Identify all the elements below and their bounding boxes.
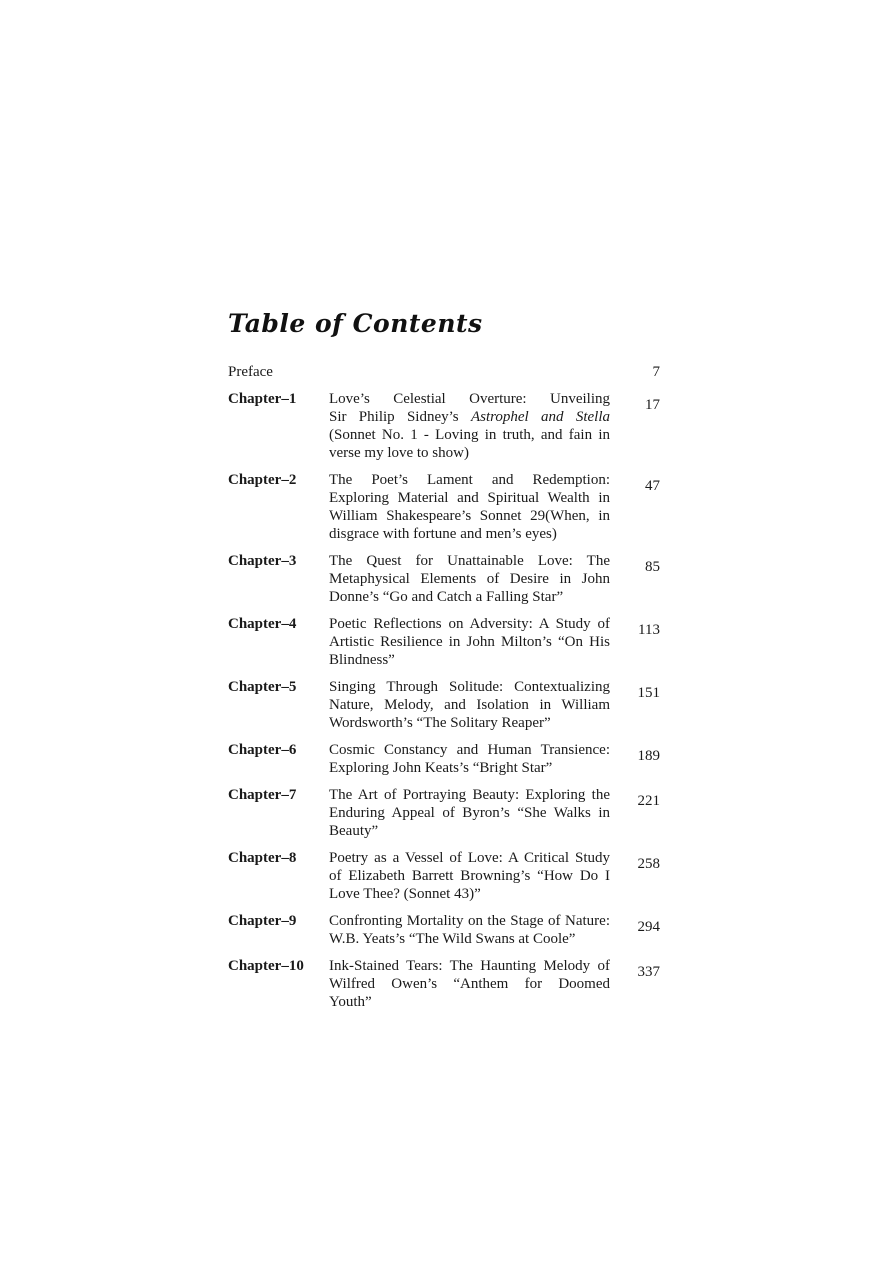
chapter-title-line: Nature, Melody, and Isolation in William: [329, 697, 610, 713]
chapter-title: [329, 471, 610, 543]
toc-entry-chapter-9: [228, 912, 660, 948]
chapter-title-line: Love’s Celestial Overture: Unveiling: [329, 391, 610, 407]
italic-work-title: Astrophel and Stella: [470, 409, 610, 425]
chapter-title-line: Singing Through Solitude: Contextualizing: [329, 679, 610, 695]
chapter-title-line: Wordsworth’s “The Solitary Reaper”: [329, 715, 551, 731]
chapter-page-number: 337: [637, 964, 660, 980]
toc-entry-chapter-3: [228, 552, 660, 606]
chapter-title: [329, 957, 610, 1011]
chapter-page-number: 294: [637, 919, 660, 935]
toc-entry-chapter-10: [228, 957, 660, 1011]
chapter-title-line: Poetry as a Vessel of Love: A Critical Study: [329, 850, 610, 866]
toc-entry-chapter-1: [228, 390, 660, 462]
chapter-label: Chapter–9: [228, 913, 297, 929]
toc-entry-chapter-8: [228, 849, 660, 903]
chapter-page-number: 221: [637, 793, 660, 809]
chapter-list: [228, 390, 660, 1011]
chapter-title: [329, 741, 610, 777]
chapter-title-line: verse my love to show): [329, 445, 469, 461]
chapter-title-line: Exploring Material and Spiritual Wealth in: [329, 490, 610, 506]
chapter-label: Chapter–7: [228, 787, 297, 803]
chapter-title-line: disgrace with fortune and men’s eyes): [329, 526, 557, 542]
preface-label: Preface: [228, 364, 273, 380]
chapter-title-line: Enduring Appeal of Byron’s “She Walks in: [329, 805, 610, 821]
chapter-title-line: Beauty”: [329, 823, 379, 839]
chapter-title-line: Wilfred Owen’s “Anthem for Doomed: [329, 976, 610, 992]
chapter-label: Chapter–2: [228, 472, 297, 488]
chapter-title-line: Confronting Mortality on the Stage of Nature:: [329, 913, 610, 929]
chapter-title-line: Cosmic Constancy and Human Transience:: [329, 742, 610, 758]
chapter-title: [329, 849, 610, 903]
toc-entry-chapter-5: [228, 678, 660, 732]
chapter-title-line: The Quest for Unattainable Love: The: [329, 553, 610, 569]
chapter-title-line: The Poet’s Lament and Redemption:: [329, 472, 610, 488]
chapter-label: Chapter–6: [228, 742, 297, 758]
chapter-label: Chapter–10: [228, 958, 304, 974]
chapter-page-number: 258: [637, 856, 660, 872]
chapter-title-line: The Art of Portraying Beauty: Exploring the: [329, 787, 610, 803]
chapter-page-number: 47: [645, 478, 660, 494]
chapter-title-line: Artistic Resilience in John Milton’s “On His: [329, 634, 610, 650]
chapter-title-line: Youth”: [329, 994, 372, 1010]
chapter-page-number: 151: [637, 685, 660, 701]
chapter-label: Chapter–5: [228, 679, 297, 695]
chapter-page-number: 189: [637, 748, 660, 764]
toc-entry-chapter-2: [228, 471, 660, 543]
toc-entry-chapter-6: [228, 741, 660, 777]
chapter-title-line: W.B. Yeats’s “The Wild Swans at Coole”: [329, 931, 576, 947]
chapter-page-number: 113: [638, 622, 660, 638]
chapter-title: [329, 552, 610, 606]
chapter-page-number: 17: [645, 397, 660, 413]
chapter-title-line: of Elizabeth Barrett Browning’s “How Do I: [329, 868, 610, 884]
chapter-page-number: 85: [645, 559, 660, 575]
chapter-title: [329, 678, 610, 732]
chapter-title-line: Donne’s “Go and Catch a Falling Star”: [329, 589, 564, 605]
chapter-title: [329, 615, 610, 669]
chapter-label: Chapter–3: [228, 553, 297, 569]
chapter-label: Chapter–4: [228, 616, 297, 632]
chapter-title-line: Metaphysical Elements of Desire in John: [329, 571, 610, 587]
chapter-title-line: Love Thee? (Sonnet 43)”: [329, 886, 481, 902]
toc-entry-chapter-7: [228, 786, 660, 840]
table-of-contents: [228, 363, 660, 1020]
chapter-title-line: Exploring John Keats’s “Bright Star”: [329, 760, 553, 776]
chapter-title-line: William Shakespeare’s Sonnet 29(When, in: [329, 508, 610, 524]
chapter-title: [329, 390, 610, 462]
chapter-title-line: Ink-Stained Tears: The Haunting Melody of: [329, 958, 610, 974]
toc-entry-preface: [228, 363, 660, 381]
chapter-title-line: Blindness”: [329, 652, 395, 668]
chapter-title: [329, 786, 610, 840]
toc-entry-chapter-4: [228, 615, 660, 669]
chapter-title-line: Poetic Reflections on Adversity: A Study of: [329, 616, 610, 632]
chapter-label: Chapter–8: [228, 850, 297, 866]
preface-page-number: 7: [652, 364, 660, 380]
page-title: Table of Contents: [228, 309, 483, 338]
chapter-title-line: Sir Philip Sidney’s Astrophel and Stella: [329, 409, 610, 425]
chapter-title-line: (Sonnet No. 1 - Loving in truth, and fain in: [329, 427, 610, 443]
chapter-title: [329, 912, 610, 948]
chapter-label: Chapter–1: [228, 391, 297, 407]
